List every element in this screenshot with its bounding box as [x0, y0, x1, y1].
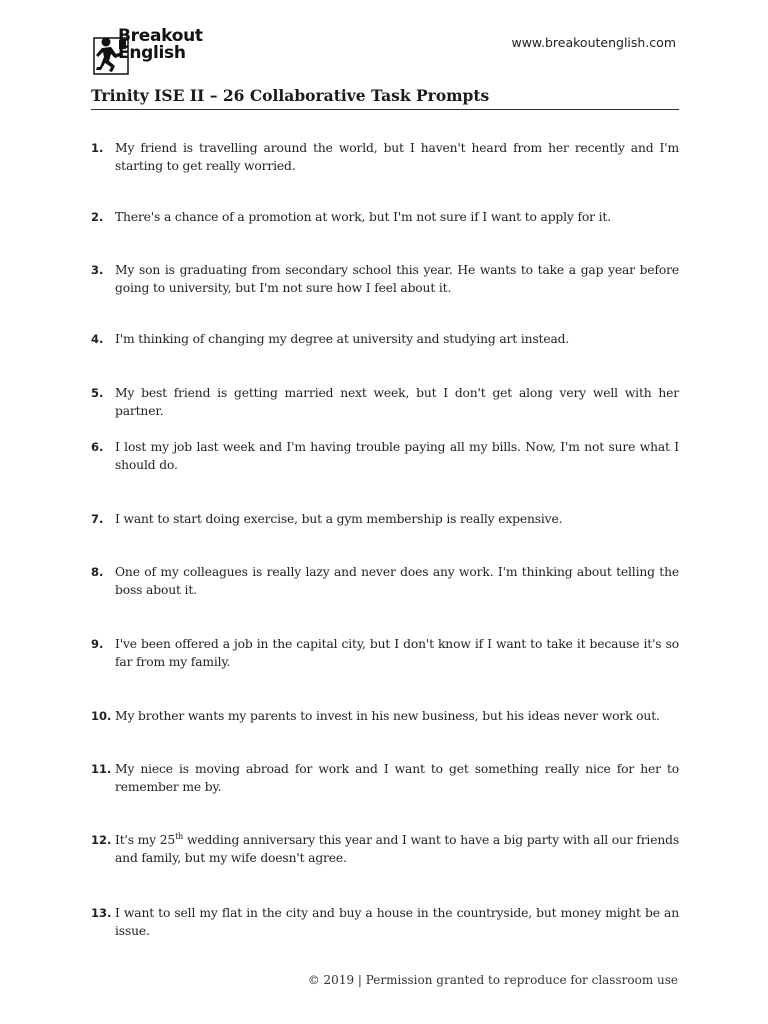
prompt-text: My brother wants my parents to invest in his new business, but his ideas never work out. [115, 709, 660, 723]
copyright-footer: © 2019 | Permission granted to reproduce for classroom use [307, 973, 678, 987]
prompt-text-end: wedding anniversary this year and I want to have a big party with all our friends and family, but my wife doesn't agree. [115, 833, 679, 865]
prompt-item [91, 438, 679, 474]
prompt-number: 12. [91, 833, 112, 847]
prompt-text: One of my colleagues is really lazy and never does any work. I'm thinking about telling the boss about it. [115, 565, 679, 597]
prompt-number: 4. [91, 332, 104, 346]
logo-line-2: English [118, 43, 186, 63]
ordinal-suffix: th [175, 831, 184, 841]
prompt-item [91, 208, 679, 226]
site-url[interactable]: www.breakoutenglish.com [511, 35, 676, 50]
prompt-text: I've been offered a job in the capital city, but I don't know if I want to take it because it's so far from my family. [115, 637, 679, 669]
prompt-text: I'm thinking of changing my degree at university and studying art instead. [115, 332, 570, 346]
prompt-item [91, 563, 679, 599]
logo-wordmark [118, 28, 203, 62]
prompt-item [91, 139, 679, 175]
logo [92, 28, 207, 78]
prompt-number: 13. [91, 906, 112, 920]
logo-line-1: Breakout [118, 26, 203, 46]
prompt-number: 7. [91, 512, 104, 526]
prompt-number: 6. [91, 440, 104, 454]
prompt-text: My son is graduating from secondary school this year. He wants to take a gap year before going to university, but I'm not sure how I feel about it. [115, 263, 679, 295]
prompt-item [91, 707, 679, 725]
prompt-number: 5. [91, 386, 104, 400]
prompt-number: 11. [91, 762, 112, 776]
prompt-text [115, 831, 679, 867]
prompt-item [91, 635, 679, 671]
prompt-text-start: It's my 25 [115, 833, 176, 847]
prompt-number: 9. [91, 637, 104, 651]
prompt-text: My friend is travelling around the world, but I haven't heard from her recently and I'm starting to get really worried. [115, 141, 679, 173]
prompt-number: 2. [91, 210, 104, 224]
prompt-text: My best friend is getting married next week, but I don't get along very well with her partner. [115, 386, 679, 418]
prompt-item [91, 510, 679, 528]
prompt-text: I want to sell my flat in the city and buy a house in the countryside, but money might be an issue. [115, 906, 679, 938]
prompt-number: 10. [91, 709, 112, 723]
title-divider [91, 109, 679, 110]
prompt-number: 3. [91, 263, 104, 277]
prompt-item [91, 904, 679, 940]
prompt-text: I lost my job last week and I'm having trouble paying all my bills. Now, I'm not sure what I should do. [115, 440, 679, 472]
prompt-number: 8. [91, 565, 104, 579]
prompt-text: I want to start doing exercise, but a gym membership is really expensive. [115, 512, 563, 526]
document-title: Trinity ISE II – 26 Collaborative Task Prompts [91, 86, 490, 105]
prompt-item [91, 831, 679, 867]
prompt-text: There's a chance of a promotion at work, but I'm not sure if I want to apply for it. [115, 210, 611, 224]
prompt-text: My niece is moving abroad for work and I want to get something really nice for her to remember me by. [115, 762, 679, 794]
prompt-item [91, 384, 679, 420]
prompt-item [91, 330, 679, 348]
prompt-item [91, 261, 679, 297]
prompt-number: 1. [91, 141, 104, 155]
prompt-item [91, 760, 679, 796]
